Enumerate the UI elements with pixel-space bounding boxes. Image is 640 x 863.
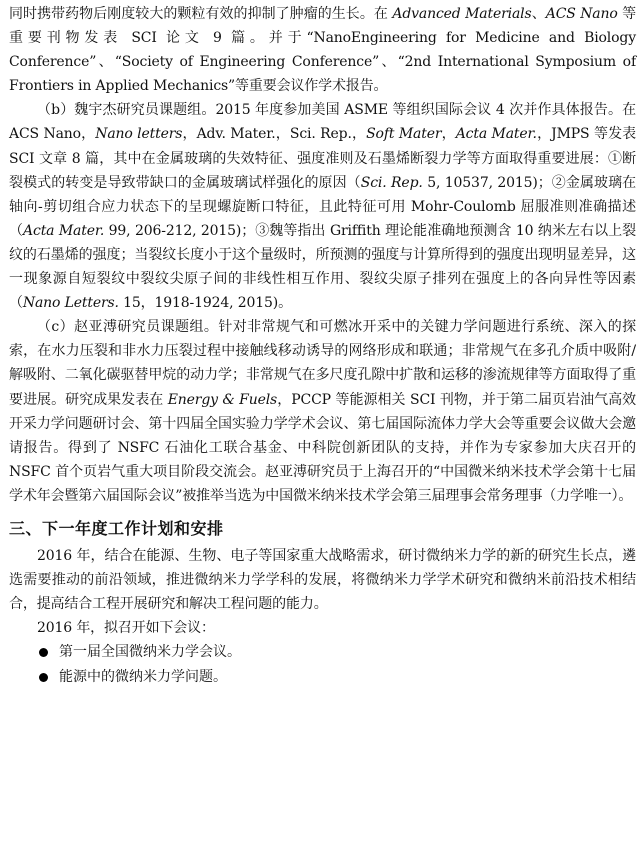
text-run: 等重要刊物发表 SCI 论文 9 篇。并于“NanoEngineering for Medicine and Biology Conference”、“Society of Engineering Conference”、“2nd International Symposium of Frontiers in Applied Mechanics”等重要会议作学术报告。 <box>9 6 636 95</box>
bullet-icon <box>39 673 48 682</box>
text-run: （b）魏宇杰研究员课题组。2015 年度参加美国 ASME 等组织国际会议 4 次并作具体报告。在 ACS Nano， <box>9 102 636 143</box>
paragraph-c <box>9 315 636 508</box>
section-heading: 三、下一年度工作计划和安排 <box>9 518 224 538</box>
text-run: 99, 206-212, 2015)；③魏等指出 Griffith 理论能准确地预测含 10 纳米左右以上裂纹的石墨烯的强度；当裂纹长度小于这个量级时，所预测的强度与计算所得到的强度出现明显差异，这一现象源自短裂纹中裂纹尖原子间的非线性相互作用、裂纹尖原子排列在强度上的各向异性等因素（ <box>9 222 637 312</box>
list-item <box>9 665 636 690</box>
text-run: 、 <box>531 6 546 22</box>
paragraph-b <box>9 98 636 315</box>
bullet-icon <box>39 648 48 657</box>
section-paragraph: 2016 年，拟召开如下会议： <box>37 620 215 637</box>
journal-name: Advanced Materials <box>392 6 532 22</box>
journal-name: Acta Mater. <box>455 126 537 143</box>
text-run: ，JMPS 等发表 SCI 文章 8 篇，其中在金属玻璃的失效特征、强度准则及石墨烯断裂力学等方面取得重要进展：①断裂模式的转变是导致带缺口的金属玻璃试样强化的原因（ <box>9 126 636 191</box>
text-run: 5, 10537, 2015)；②金属玻璃在轴向-剪切组合应力状态下的呈现螺旋断口特征，且此特征可用 Mohr-Coulomb 屈服准则准确描述（ <box>9 174 637 239</box>
text-run: 同时携带药物后刚度较大的颗粒有效的抑制了肿瘤的生长。在 <box>9 6 393 22</box>
text-run: 15，1918-1924, 2015)。 <box>118 295 292 312</box>
text-run: （c）赵亚溥研究员课题组。针对非常规气和可燃冰开采中的关键力学问题进行系统、深入的探索，在水力压裂和非水力压裂过程中接触线移动诱导的网络形成和联通；非常规气在多孔介质中吸附/解吸附、二氧化碳驱替甲烷的动力学；非常规气在多尺度孔隙中扩散和运移的渗流规律等方面取得了重要进展。研究成果发表在 <box>9 319 636 408</box>
journal-name: Sci. Rep. <box>360 174 423 191</box>
journal-name: ACS Nano <box>545 6 618 22</box>
text-run: ， <box>441 126 456 143</box>
list-item <box>9 640 636 665</box>
journal-name: Acta Mater. <box>23 222 105 239</box>
list-item-text: 第一届全国微纳米力学会议。 <box>59 644 241 661</box>
meeting-list <box>9 640 636 690</box>
journal-name: Nano Letters. <box>22 295 119 312</box>
journal-name: Nano letters <box>95 126 183 143</box>
paragraph-a-tail <box>9 0 636 98</box>
journal-name: Soft Mater <box>366 126 442 143</box>
journal-name: Energy & Fuels <box>167 391 278 408</box>
list-item-text: 能源中的微纳米力学问题。 <box>59 669 227 686</box>
section-paragraph: 2016 年，结合在能源、生物、电子等国家重大战略需求，研讨微纳米力学的新的研究生长点，遴选需要推动的前沿领域，推进微纳米力学学科的发展，将微纳米力学学术研究和微纳米前沿技术相结合，提高结合工程开展研究和解决工程问题的能力。 <box>9 547 636 613</box>
text-run: ，Adv. Mater.，Sci. Rep.， <box>182 126 367 143</box>
text-run: ，PCCP 等能源相关 SCI 刊物，并于第二届页岩油气高效开采力学问题研讨会、第十四届全国实验力学学术会议、第七届国际流体力学大会等重要会议做大会邀请报告。得到了 NSFC 石油化工联合基金、中科院创新团队的支持，并作为专家参加大庆召开的 NSFC 首个页岩气重大项目阶段交流会。赵亚溥研究员于上海召开的“中国微米纳米技术学会第十七届学术年会暨第六届国际会议”被推举当选为中国微米纳米技术学会第三届理事会常务理事（力学唯一）。 <box>9 391 636 504</box>
